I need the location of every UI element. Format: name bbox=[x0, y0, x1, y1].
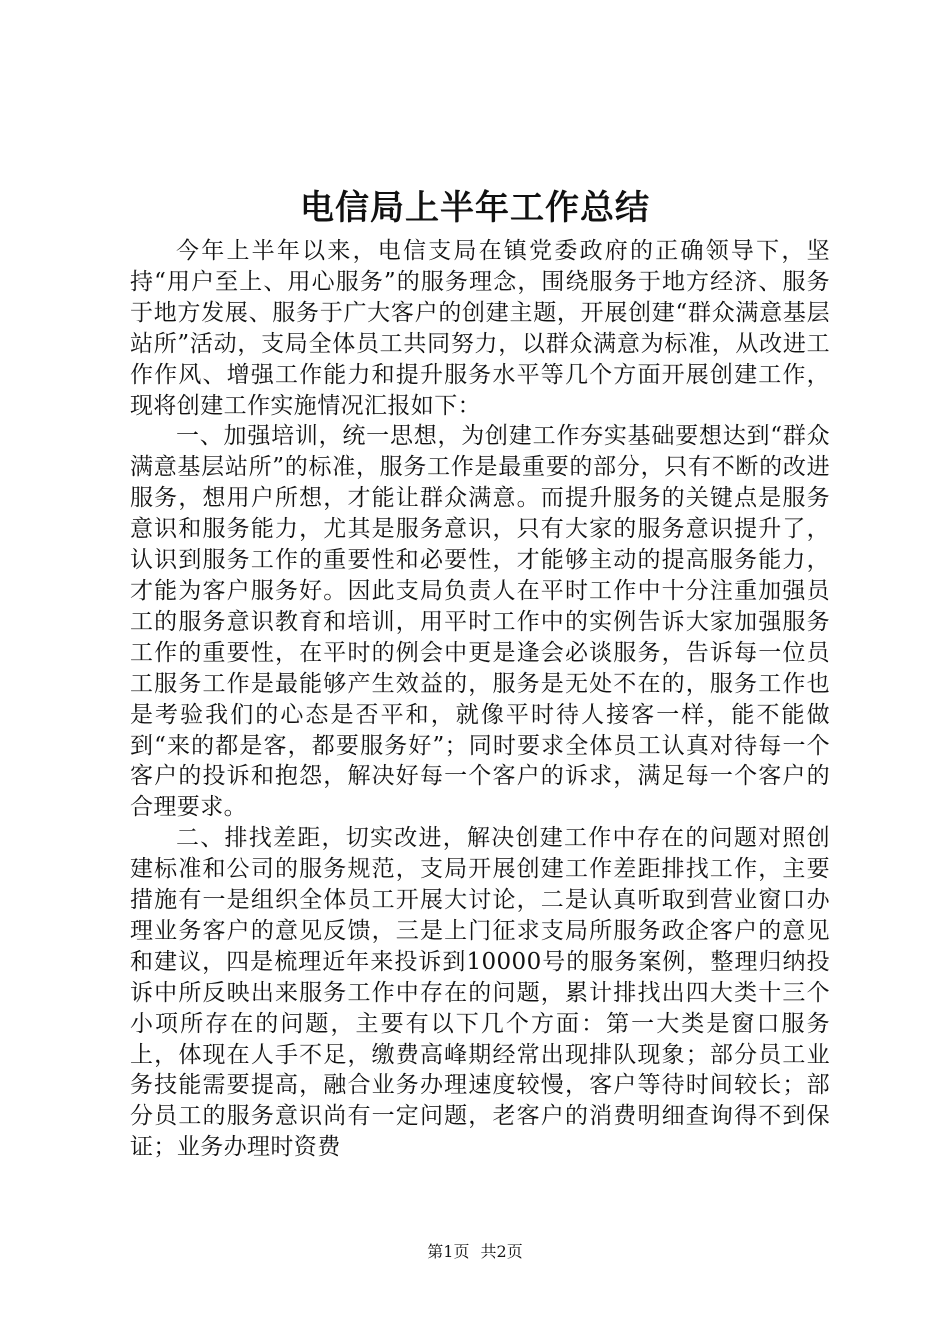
document-body bbox=[130, 236, 830, 1163]
paragraph-intro: 今年上半年以来，电信支局在镇党委政府的正确领导下，坚持“用户至上、用心服务”的服务理念，围绕服务于地方经济、服务于地方发展、服务于广大客户的创建主题，开展创建“群众满意基层站所”活动，支局全体员工共同努力，以群众满意为标准，从改进工作作风、增强工作能力和提升服务水平等几个方面开展创建工作，现将创建工作实施情况汇报如下： bbox=[130, 238, 830, 419]
document-title: 电信局上半年工作总结 bbox=[300, 188, 650, 228]
page-total: 共2页 bbox=[480, 1242, 523, 1261]
paragraph-section-one: 一、加强培训，统一思想，为创建工作夯实基础要想达到“群众满意基层站所”的标准，服务工作是最重要的部分，只有不断的改进服务，想用户所想，才能让群众满意。而提升服务的关键点是服务意识和服务能力，尤其是服务意识，只有大家的服务意识提升了，认识到服务工作的重要性和必要性，才能够主动的提高服务能力，才能为客户服务好。因此支局负责人在平时工作中十分注重加强员工的服务意识教育和培训，用平时工作中的实例告诉大家加强服务工作的重要性，在平时的例会中更是逢会必谈服务，告诉每一位员工服务工作是最能够产生效益的，服务是无处不在的，服务工作也是考验我们的心态是否平和，就像平时待人接客一样，能不能做到“来的都是客，都要服务好”；同时要求全体员工认真对待每一个客户的投诉和抱怨，解决好每一个客户的诉求，满足每一个客户的合理要求。 bbox=[130, 423, 830, 821]
paragraph-section-two: 二、排找差距，切实改进，解决创建工作中存在的问题对照创建标准和公司的服务规范，支局开展创建工作差距排找工作，主要措施有一是组织全体员工开展大讨论，二是认真听取到营业窗口办理业务客户的意见反馈，三是上门征求支局所服务政企客户的意见和建议，四是梳理近年来投诉到10000号的服务案例，整理归纳投诉中所反映出来服务工作中存在的问题，累计排找出四大类十三个小项所存在的问题，主要有以下几个方面：第一大类是窗口服务上，体现在人手不足，缴费高峰期经常出现排队现象；部分员工业务技能需要提高，融合业务办理速度较慢，客户等待时间较长；部分员工的服务意识尚有一定问题，老客户的消费明细查询得不到保证；业务办理时资费 bbox=[130, 825, 830, 1161]
page-number: 第1页 bbox=[427, 1242, 470, 1261]
page-footer bbox=[0, 1241, 950, 1263]
